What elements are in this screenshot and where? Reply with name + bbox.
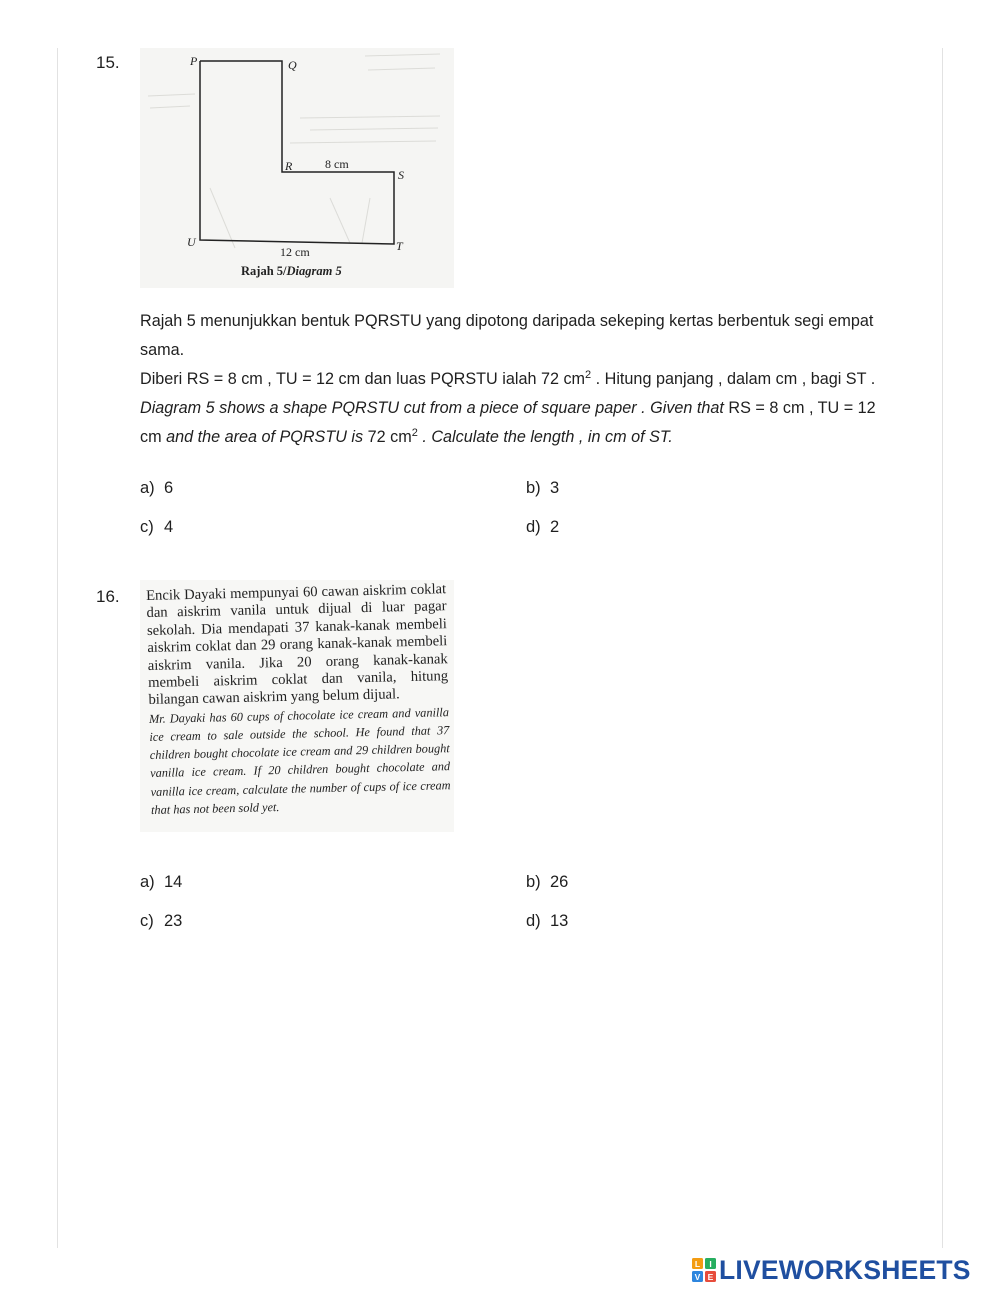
- answer-option-a[interactable]: a) 14: [140, 873, 183, 891]
- question-number: 16.: [96, 587, 120, 606]
- vertex-label-t: T: [396, 239, 403, 253]
- page-border-right: [942, 48, 943, 1248]
- answer-option-a[interactable]: a) 6: [140, 479, 174, 497]
- question-text-english: Diagram 5 shows a shape PQRSTU cut from a piece of square paper . Given that RS = 8 cm , TU = 12 cm and the area of PQRSTU is 72 $cm^2$ . Calculate the length , in cm of ST.: [140, 399, 876, 446]
- answer-option-b[interactable]: b) 3: [526, 479, 560, 497]
- scanned-text-malay: Encik Dayaki mempunyai 60 cawan aiskrim coklat dan aiskrim vanila untuk dijual di luar pagar sekolah. Dia mendapati 37 kanak-kanak membeli aiskrim coklat dan 29 orang kanak-kanak membeli aiskrim vanila. Jika 20 orang kanak-kanak membeli aiskrim coklat dan vanila, hitung bilangan cawan aiskrim yang belum dijual.: [146, 581, 449, 709]
- question-text-malay-1: Rajah 5 menunjukkan bentuk PQRSTU yang dipotong daripada sekeping kertas berbentuk segi empat sama.: [140, 312, 874, 359]
- svg-text:L: L: [694, 1259, 701, 1269]
- vertex-label-p: P: [190, 54, 198, 68]
- tu-length-label: 12 cm: [280, 245, 310, 259]
- brand-name: LIVEWORKSHEETS: [719, 1254, 971, 1285]
- liveworksheets-brand[interactable]: [692, 1255, 971, 1285]
- svg-text:V: V: [694, 1272, 701, 1282]
- rs-length-label: 8 cm: [325, 157, 349, 171]
- vertex-label-r: R: [285, 159, 293, 173]
- vertex-label-s: S: [398, 168, 404, 182]
- question-15-diagram: [140, 48, 454, 288]
- page-border-left: [57, 48, 58, 1248]
- scanned-question-block: [146, 581, 451, 819]
- question-text-malay-2: Diberi RS = 8 cm , TU = 12 cm dan luas PQRSTU ialah 72 $cm^2$ . Hitung panjang , dalam cm , bagi ST .: [140, 369, 876, 388]
- scanned-text-english: Mr. Dayaki has 60 cups of chocolate ice cream and vanilla ice cream to sale outside the school. He found that 37 children bought chocolate ice cream and 29 children bought vanilla ice cream. If 20 children bought chocolate and vanilla ice cream, calculate the number of cups of ice cream that has not been sold yet.: [148, 705, 451, 817]
- pqrstu-shape-diagram: [140, 48, 454, 288]
- question-16-scanned-text: [140, 580, 454, 832]
- liveworksheets-logo-icon: [692, 1258, 716, 1282]
- caption-english: Diagram 5: [286, 264, 342, 278]
- answer-option-c[interactable]: c) 23: [140, 912, 183, 930]
- diagram-caption: [241, 264, 342, 278]
- svg-text:I: I: [709, 1259, 712, 1269]
- vertex-label-q: Q: [288, 58, 297, 72]
- question-15-text: [140, 307, 900, 452]
- question-number: 15.: [96, 53, 120, 72]
- svg-text:E: E: [707, 1272, 714, 1282]
- answer-option-d[interactable]: d) 2: [526, 518, 560, 536]
- answer-option-b[interactable]: b) 26: [526, 873, 569, 891]
- caption-malay: Rajah 5/: [241, 264, 287, 278]
- answer-option-d[interactable]: d) 13: [526, 912, 569, 930]
- vertex-label-u: U: [187, 235, 196, 249]
- answer-option-c[interactable]: c) 4: [140, 518, 174, 536]
